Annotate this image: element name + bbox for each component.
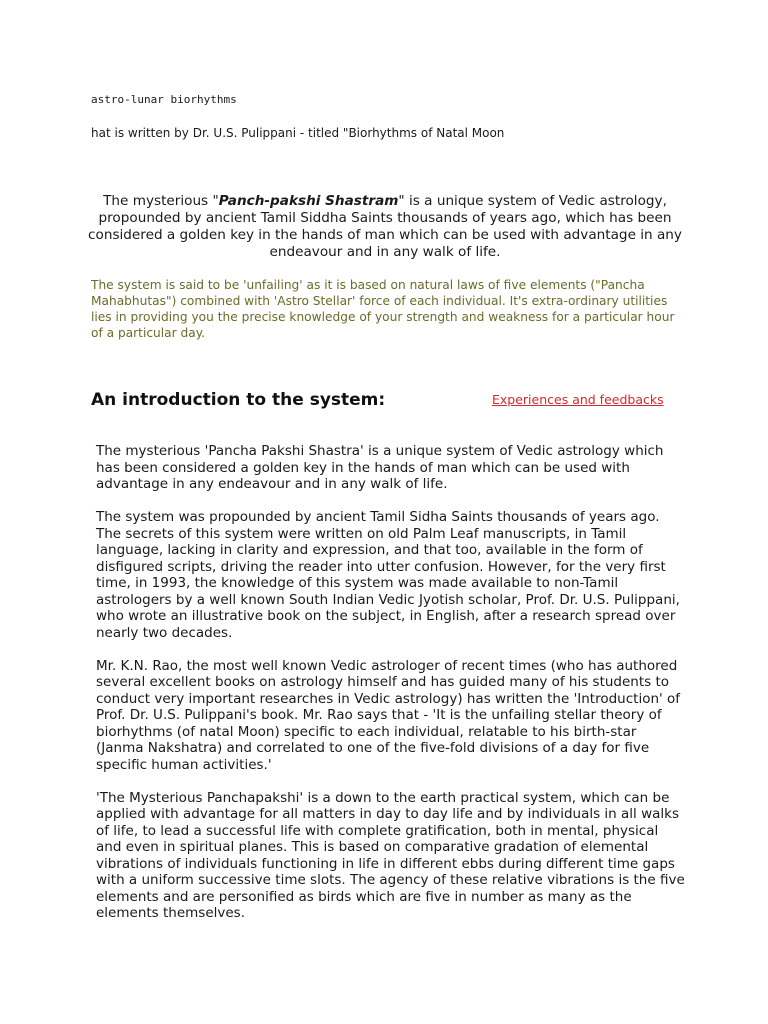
intro-paragraph	[88, 193, 682, 261]
intro-prefix: The mysterious "	[103, 193, 219, 209]
section-heading: An introduction to the system:	[91, 390, 386, 410]
body-paragraph: 'The Mysterious Panchapakshi' is a down to the earth practical system, which can be applied with advantage for all matters in day to day life and by individuals in all walks of life, to lead a successful life with complete gratification, both in mental, physical and even in spiritual planes. This is based on comparative gradation of elemental vibrations of individuals functioning in life in different ebbs during different time gaps with a uniform successive time slots. The agency of these relative vibrations is the five elements and are personified as birds which are five in number as many as the elements themselves.	[96, 789, 685, 921]
intro-suffix: " is a unique system of Vedic astrology, propounded by ancient Tamil Siddha Saints thousands of years ago, which has been considered a golden key in the hands of man which can be used with advantage in any endeavour and in any walk of life.	[88, 193, 682, 260]
body-paragraph: The system was propounded by ancient Tamil Sidha Saints thousands of years ago. The secrets of this system were written on old Palm Leaf manuscripts, in Tamil language, lacking in clarity and expression, and that too, available in the form of disfigured scripts, driving the reader into utter confusion. However, for the very first time, in 1993, the knowledge of this system was made available to non-Tamil astrologers by a well known South Indian Vedic Jyotish scholar, Prof. Dr. U.S. Pulippani, who wrote an illustrative book on the subject, in English, after a research spread over nearly two decades.	[96, 509, 680, 641]
document-title: astro-lunar biorhythms	[91, 93, 237, 106]
intro-emphasis: Panch-pakshi Shastram	[218, 193, 399, 209]
body-paragraph: Mr. K.N. Rao, the most well known Vedic astrologer of recent times (who has authored several excellent books on astrology himself and has guided many of his students to conduct very important researches in Vedic astrology) has written the 'Introduction' of Prof. Dr. U.S. Pulippani's book. Mr. Rao says that - 'It is the unfailing stellar theory of biorhythms (of natal Moon) specific to each individual, relatable to his birth-star (Janma Nakshatra) and correlated to one of the five-fold divisions of a day for five specific human activities.'	[96, 657, 681, 773]
document-subtitle: hat is written by Dr. U.S. Pulippani - titled "Biorhythms of Natal Moon	[91, 126, 505, 140]
experiences-feedback-link[interactable]: Experiences and feedbacks	[492, 392, 664, 407]
olive-paragraph: The system is said to be 'unfailing' as it is based on natural laws of five elements ("Pancha Mahabhutas") combined with 'Astro Stellar' force of each individual. It's extra-ordinary utilities lies in providing you the precise knowledge of your strength and weakness for a particular hour of a particular day.	[91, 278, 675, 340]
body-paragraph: The mysterious 'Pancha Pakshi Shastra' is a unique system of Vedic astrology which has been considered a golden key in the hands of man which can be used with advantage in any endeavour and in any walk of life.	[96, 443, 664, 492]
body-text	[96, 443, 686, 938]
